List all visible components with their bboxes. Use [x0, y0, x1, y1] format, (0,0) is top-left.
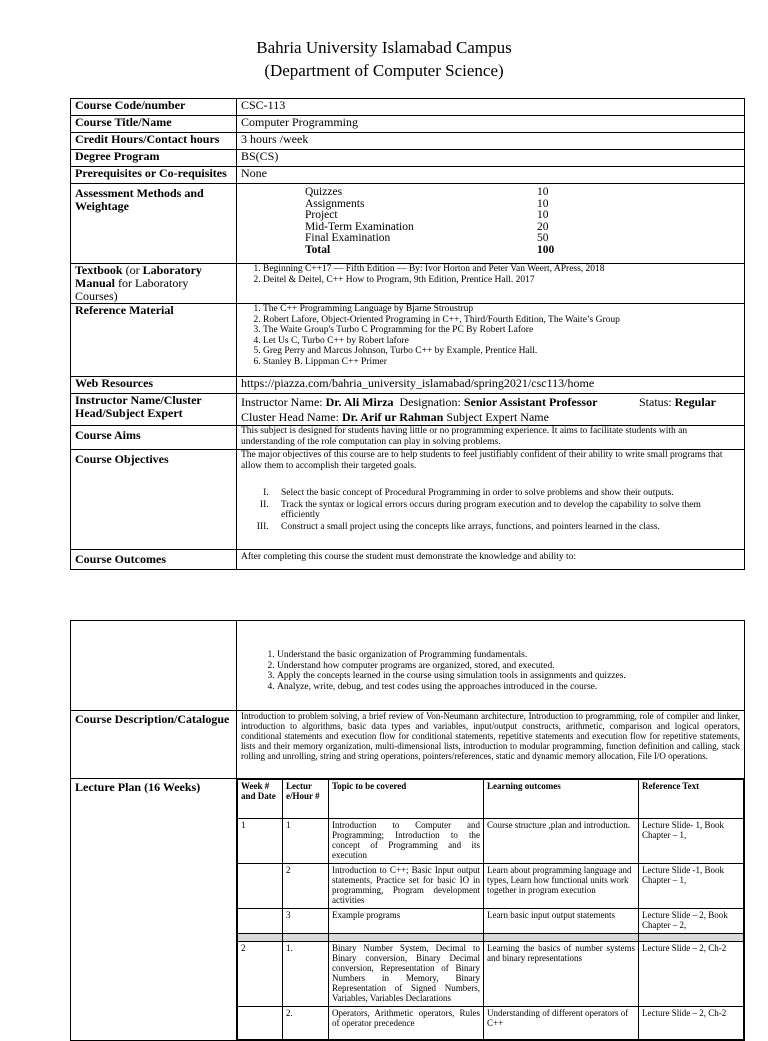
- cluster-prefix: Cluster Head Name:: [241, 410, 342, 424]
- outcomes-label: Course Outcomes: [71, 550, 237, 570]
- assessment-item-name: Project: [305, 209, 338, 221]
- row-credit-hours: [71, 133, 745, 150]
- cell-lecture: 2: [283, 864, 329, 909]
- textbook-label: [71, 264, 237, 304]
- row-course-code: [71, 99, 745, 116]
- lecture-plan-header: [238, 780, 744, 819]
- outcomes-list-blank: [71, 621, 237, 711]
- table-row-separator: [238, 934, 744, 942]
- cell-outcome: Understanding of different operators of C++: [484, 1007, 639, 1040]
- row-outcomes: [71, 550, 745, 570]
- status-prefix: Status:: [639, 395, 675, 409]
- designation-value: Senior Assistant Professor: [463, 395, 598, 409]
- reference-list: [241, 304, 740, 367]
- credit-hours-value: 3 hours /week: [237, 133, 745, 150]
- cell-topic: Introduction to Computer and Programming; Introduction to the concept of Programming and its execution: [329, 819, 484, 864]
- row-degree: [71, 150, 745, 167]
- description-label: Course Description/Catalogue: [71, 711, 237, 779]
- cell-reference: Lecture Slide -1, Book Chapter – 1,: [639, 864, 744, 909]
- cell-reference: Lecture Slide – 2, Book Chapter – 2,: [639, 909, 744, 934]
- subject-expert-label: Subject Expert Name: [443, 410, 549, 424]
- assessment-total-label: Total: [305, 243, 331, 256]
- course-plan-table: [70, 620, 745, 1041]
- list-item: 2. Understand how computer programs are organized, stored, and executed.: [277, 661, 740, 672]
- row-assessment: [71, 184, 745, 264]
- cell-topic: Operators, Arithmetic operators, Rules of operator precedence: [329, 1007, 484, 1040]
- course-title-value: Computer Programming: [237, 116, 745, 133]
- header-week: Week # and Date: [238, 780, 283, 819]
- aims-text: This subject is designed for students having little or no programming experience. It aims to facilitate students with an understanding of the role computation can play in solving problems.: [237, 426, 745, 450]
- department-name: (Department of Computer Science): [264, 61, 504, 80]
- row-objectives: [71, 450, 745, 550]
- table-row: [238, 1007, 744, 1040]
- cell-week: [238, 909, 283, 934]
- cell-outcome: Learning the basics of number systems and binary representations: [484, 942, 639, 1007]
- row-textbook: [71, 264, 745, 304]
- objectives-intro: The major objectives of this course are to help students to feel justifiably confident of their ability to write small programs that allow them to accomplish their targeted goals.: [241, 450, 723, 471]
- row-instructor: [71, 394, 745, 426]
- cell-outcome: Learn basic input output statements: [484, 909, 639, 934]
- outcomes-text: After completing this course the student must demonstrate the knowledge and ability to:: [237, 550, 745, 570]
- web-label: Web Resources: [71, 377, 237, 394]
- cell-lecture: 1.: [283, 942, 329, 1007]
- prereq-label: Prerequisites or Co-requisites: [71, 167, 237, 184]
- assessment-item-name: Mid-Term Examination: [305, 220, 414, 233]
- cell-topic: Example programs: [329, 909, 484, 934]
- degree-value: BS(CS): [237, 150, 745, 167]
- textbook-label-b: (or: [122, 263, 143, 277]
- separator-cell: [639, 934, 744, 942]
- row-prereq: [71, 167, 745, 184]
- prereq-value: None: [237, 167, 745, 184]
- assessment-item-weight: 10: [537, 209, 549, 221]
- description-text: Introduction to problem solving, a brief review of Von-Neumann architecture, Introduction to programming, role of compiler and linker, introduction to algorithms, basic data types and variables, input/output constructs, arithmetic, comparison and logical operators, conditional statements and execution flow for conditional statements, repetitive statements and execution flow for repetitive statements, lists and their memory organization, multi-dimensional lists, introduction to modular programming, function definition and calling, stack rolling and unrolling, string and string operations, pointers/references, static and dynamic memory allocation, File I/O operations.: [237, 711, 745, 779]
- list-item: 4. Analyze, write, debug, and test codes using the approaches introduced in the course.: [277, 682, 740, 693]
- web-value[interactable]: https://piazza.com/bahria_university_islamabad/spring2021/csc113/home: [237, 377, 745, 394]
- textbook-label-d: for Laboratory Courses): [75, 276, 189, 303]
- reference-label: Reference Material: [71, 304, 237, 377]
- instructor-name: Dr. Ali Mirza: [325, 395, 394, 409]
- separator-cell: [283, 934, 329, 942]
- table-row: [238, 909, 744, 934]
- list-item: 6. Stanley B. Lippman C++ Primer: [263, 357, 740, 368]
- list-item: 1. Understand the basic organization of Programming fundamentals.: [277, 650, 740, 661]
- reference-list-cell: [237, 304, 745, 377]
- row-outcomes-list: [71, 621, 745, 711]
- assessment-item-weight: 10: [537, 186, 549, 198]
- cell-outcome: Course structure ,plan and introduction.: [484, 819, 639, 864]
- cell-topic: Introduction to C++; Basic Input output statements, Practice set for basic IO in programming, Program development activities: [329, 864, 484, 909]
- instructor-label: Instructor Name/Cluster Head/Subject Expert: [71, 394, 237, 426]
- list-item: 2. Deitel & Deitel, C++ How to Program, 9th Edition, Prentice Hall. 2017: [263, 275, 740, 286]
- row-description: [71, 711, 745, 779]
- status-value: Regular: [674, 395, 716, 409]
- assessment-total-value: 100: [537, 243, 555, 256]
- list-item: I. Select the basic concept of Procedural Programming in order to solve problems and show their outputs.: [271, 488, 740, 499]
- cell-topic: Binary Number System, Decimal to Binary conversion, Binary Decimal conversion, Representation of Binary Numbers in Memory, Binary Representation of Signed Numbers, Variables, Variables Declarations: [329, 942, 484, 1007]
- lecture-plan-table: [237, 779, 744, 1040]
- table-row: [238, 942, 744, 1007]
- cell-outcome: Learn about programming language and types, Learn how functional units work together in program execution: [484, 864, 639, 909]
- list-item: 4. Let Us C, Turbo C++ by Robert lafore: [263, 336, 740, 347]
- table-row: [238, 864, 744, 909]
- row-web: [71, 377, 745, 394]
- assessment-item-name: Final Examination: [305, 232, 391, 244]
- assessment-item-name: Assignments: [305, 197, 365, 210]
- instructor-cell: [237, 394, 745, 426]
- assessment-item-weight: 20: [537, 220, 549, 233]
- cell-reference: Lecture Slide – 2, Ch-2: [639, 1007, 744, 1040]
- lecture-plan-cell: [237, 779, 745, 1041]
- course-code-label: Course Code/number: [71, 99, 237, 116]
- outcomes-list: [255, 650, 740, 692]
- row-lecture-plan: [71, 779, 745, 1041]
- separator-cell: [238, 934, 283, 942]
- textbook-list: [241, 264, 740, 285]
- list-item: 1. The C++ Programming Language by Bjarne Stroustrup: [263, 304, 740, 315]
- credit-hours-label: Credit Hours/Contact hours: [71, 133, 237, 150]
- list-item: 1. Beginning C++17 — Fifth Edition — By: Ivor Horton and Peter Van Weert, APress, 2018: [263, 264, 740, 275]
- assessment-item-name: Quizzes: [305, 186, 343, 198]
- aims-label: Course Aims: [71, 426, 237, 450]
- cell-week: [238, 864, 283, 909]
- designation-prefix: Designation:: [393, 395, 464, 409]
- cell-week: 2: [238, 942, 283, 1007]
- table-row: [238, 819, 744, 864]
- cluster-head-name: Dr. Arif ur Rahman: [341, 410, 444, 424]
- list-item: 3. The Waite Group's Turbo C Programming for the PC By Robert Lafore: [263, 325, 740, 336]
- list-item: III. Construct a small project using the concepts like arrays, functions, and pointers learned in the class.: [271, 522, 740, 533]
- cell-week: 1: [238, 819, 283, 864]
- textbook-list-cell: [237, 264, 745, 304]
- cell-reference: Lecture Slide- 1, Book Chapter – 1,: [639, 819, 744, 864]
- outcomes-list-cell: [237, 621, 745, 711]
- list-item: 5. Greg Perry and Marcus Johnson, Turbo C++ by Example, Prentice Hall.: [263, 346, 740, 357]
- cell-reference: Lecture Slide – 2, Ch-2: [639, 942, 744, 1007]
- cell-week: [238, 1007, 283, 1040]
- header-reference: Reference Text: [639, 780, 744, 819]
- instructor-name-prefix: Instructor Name:: [241, 395, 326, 409]
- row-aims: [71, 426, 745, 450]
- assessment-item-weight: 50: [537, 232, 549, 244]
- textbook-label-a: Textbook: [75, 263, 123, 277]
- cell-lecture: 2.: [283, 1007, 329, 1040]
- degree-label: Degree Program: [71, 150, 237, 167]
- row-reference: [71, 304, 745, 377]
- assessment-cell: [237, 184, 745, 264]
- objectives-cell: [237, 450, 745, 550]
- header-topic: Topic to be covered: [329, 780, 484, 819]
- list-item: II. Track the syntax or logical errors occurs during program execution and to develop the capability to solve them efficiently: [271, 500, 740, 521]
- separator-cell: [484, 934, 639, 942]
- assessment-label: Assessment Methods and Weightage: [71, 184, 237, 264]
- course-code-value: CSC-113: [237, 99, 745, 116]
- assessment-list: [305, 187, 740, 256]
- cell-lecture: 3: [283, 909, 329, 934]
- course-info-table: [70, 98, 745, 570]
- cell-lecture: 1: [283, 819, 329, 864]
- assessment-item-weight: 10: [537, 197, 549, 210]
- objectives-label: Course Objectives: [71, 450, 237, 550]
- objectives-list: [241, 488, 740, 532]
- separator-cell: [329, 934, 484, 942]
- textbook-label-c: Laboratory Manual: [75, 263, 202, 290]
- row-course-title: [71, 116, 745, 133]
- header-outcomes: Learning outcomes: [484, 780, 639, 819]
- header-lecture: Lectur e/Hour #: [283, 780, 329, 819]
- lecture-plan-label: Lecture Plan (16 Weeks): [71, 779, 237, 1041]
- list-item: 3. Apply the concepts learned in the course using simulation tools in assignments and quizzes.: [277, 671, 740, 682]
- course-title-label: Course Title/Name: [71, 116, 237, 133]
- university-name: Bahria University Islamabad Campus: [256, 38, 512, 57]
- list-item: 2. Robert Lafore, Object-Oriented Programing in C++, Third/Fourth Edition, The Waite’s Group: [263, 315, 740, 326]
